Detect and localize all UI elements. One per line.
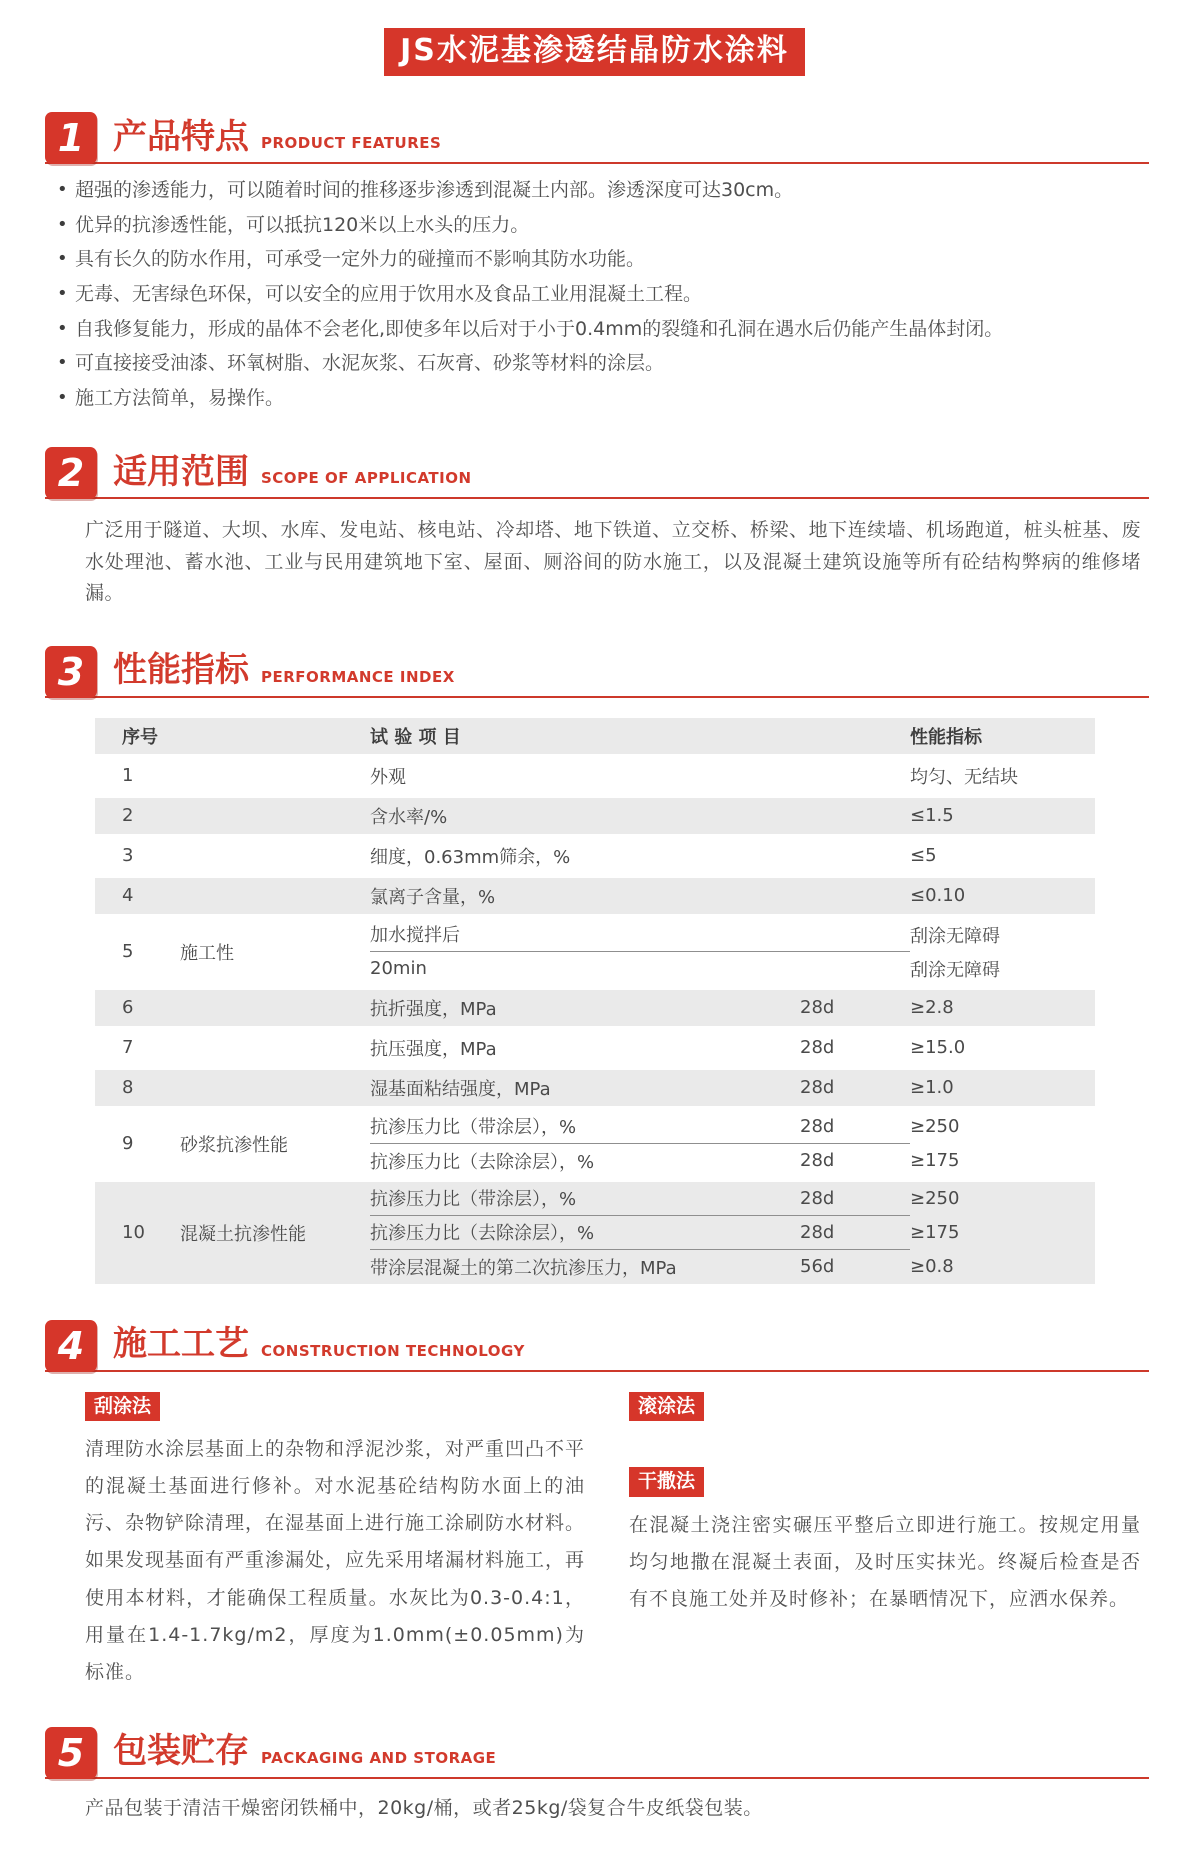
scope-paragraph: 广泛用于隧道、大坝、水库、发电站、核电站、冷却塔、地下铁道、立交桥、桥梁、地下连续墙、机场跑道，桩头桩基、废水处理池、蓄水池、工业与民用建筑地下室、屋面、厕浴间的防水施工，以及混凝土建筑设施等所有砼结构弊病的维修堵漏。 bbox=[85, 519, 1141, 605]
section-subtitle: PACKAGING AND STORAGE bbox=[261, 1748, 497, 1767]
scrape-method-badge: 刮涂法 bbox=[85, 1392, 160, 1422]
header-group-cell bbox=[180, 718, 370, 754]
row-subrows bbox=[370, 918, 1095, 986]
table-row bbox=[95, 1030, 1095, 1066]
age-cell: 28d bbox=[800, 1077, 835, 1099]
feature-item: • 施工方法简单，易操作。 bbox=[55, 386, 1149, 412]
row-group-cell bbox=[180, 758, 370, 794]
section-title: 产品特点 bbox=[113, 116, 249, 157]
table-subrow bbox=[370, 1216, 1095, 1250]
row-subrows bbox=[370, 758, 1095, 794]
table-subrow bbox=[370, 952, 1095, 986]
header-no-cell: 序号 bbox=[122, 726, 158, 748]
subrow-left bbox=[370, 1071, 910, 1105]
features-list bbox=[0, 178, 1189, 411]
age-cell: 28d bbox=[800, 997, 835, 1019]
index-value-cell: 刮涂无障碍 bbox=[910, 925, 1000, 947]
section-construction bbox=[45, 1318, 1149, 1372]
test-item-cell: 抗渗压力比（去除涂层），% bbox=[370, 1223, 595, 1245]
section-packaging bbox=[45, 1725, 1149, 1779]
index-value-cell: ≥0.8 bbox=[910, 1256, 954, 1278]
header-index-cell: 性能指标 bbox=[910, 726, 982, 748]
section-number-badge: 3 bbox=[45, 646, 97, 698]
table-row bbox=[95, 838, 1095, 874]
table-row bbox=[95, 1110, 1095, 1178]
section-construction-header bbox=[45, 1318, 1149, 1372]
feature-item: • 优异的抗渗透性能，可以抵抗120米以上水头的压力。 bbox=[55, 213, 1149, 239]
section-title: 性能指标 bbox=[113, 650, 249, 691]
index-value-cell: ≤5 bbox=[910, 845, 937, 867]
subrow-left bbox=[370, 1216, 910, 1250]
dry-method-paragraph: 在混凝土浇注密实碾压平整后立即进行施工。按规定用量均匀地撒在混凝土表面，及时压实抹光。终凝后检查是否有不良施工处并及时修补；在暴晒情况下，应洒水保养。 bbox=[629, 1514, 1141, 1611]
table-row bbox=[95, 758, 1095, 794]
row-group-cell: 混凝土抗渗性能 bbox=[180, 1223, 306, 1245]
row-number-cell: 3 bbox=[122, 845, 134, 867]
table-header-row bbox=[95, 718, 1095, 754]
test-item-cell: 湿基面粘结强度，MPa bbox=[370, 1078, 551, 1100]
index-value-cell: ≥250 bbox=[910, 1116, 960, 1138]
row-group-cell bbox=[180, 878, 370, 914]
test-item-cell: 抗渗压力比（带涂层），% bbox=[370, 1117, 577, 1139]
section-subtitle: CONSTRUCTION TECHNOLOGY bbox=[261, 1341, 525, 1360]
subrow-left bbox=[370, 952, 910, 986]
row-group-cell bbox=[180, 1070, 370, 1106]
section-performance-header bbox=[45, 644, 1149, 698]
subrow-left bbox=[370, 839, 910, 873]
subrow-left bbox=[370, 1250, 910, 1284]
index-value-cell: ≥2.8 bbox=[910, 997, 954, 1019]
performance-table-rows bbox=[95, 758, 1095, 1284]
feature-item: • 超强的渗透能力，可以随着时间的推移逐步渗透到混凝土内部。渗透深度可达30cm。 bbox=[55, 178, 1149, 204]
section-features-header bbox=[45, 110, 1149, 164]
section-number-badge: 1 bbox=[45, 112, 97, 164]
feature-item: • 可直接接受油漆、环氧树脂、水泥灰浆、石灰膏、砂浆等材料的涂层。 bbox=[55, 351, 1149, 377]
table-row bbox=[95, 1182, 1095, 1284]
row-subrows bbox=[370, 1182, 1095, 1284]
construction-columns bbox=[85, 1392, 1141, 1691]
section-title: 包装贮存 bbox=[113, 1731, 249, 1772]
subrow-left bbox=[370, 918, 910, 952]
row-number-cell: 10 bbox=[122, 1222, 145, 1244]
subrow-left bbox=[370, 991, 910, 1025]
row-number-cell: 8 bbox=[122, 1077, 134, 1099]
row-subrows bbox=[370, 1030, 1095, 1066]
row-group-cell: 施工性 bbox=[180, 942, 234, 964]
packaging-paragraph: 产品包装于清洁干燥密闭铁桶中，20kg/桶，或者25kg/袋复合牛皮纸袋包装。 bbox=[85, 1796, 763, 1819]
subrow-left bbox=[370, 1110, 910, 1144]
test-item-cell: 带涂层混凝土的第二次抗渗压力，MPa bbox=[370, 1257, 677, 1279]
age-cell: 28d bbox=[800, 1150, 835, 1172]
index-value-cell: ≤0.10 bbox=[910, 885, 966, 907]
scrape-method-column bbox=[85, 1392, 585, 1691]
section-subtitle: PRODUCT FEATURES bbox=[261, 134, 442, 152]
age-cell: 28d bbox=[800, 1187, 835, 1209]
table-row bbox=[95, 798, 1095, 834]
table-subrow bbox=[370, 1110, 1095, 1144]
table-subrow bbox=[370, 879, 1095, 913]
subrow-left bbox=[370, 759, 910, 793]
subrow-left bbox=[370, 1182, 910, 1216]
subrow-left bbox=[370, 1031, 910, 1065]
row-subrows bbox=[370, 798, 1095, 834]
table-row bbox=[95, 878, 1095, 914]
row-number-cell: 5 bbox=[122, 941, 134, 963]
section-title: 适用范围 bbox=[113, 452, 249, 493]
feature-item: • 自我修复能力，形成的晶体不会老化,即使多年以后对于小于0.4mm的裂缝和孔洞在遇水后仍能产生晶体封闭。 bbox=[55, 317, 1149, 343]
header-item-cell: 试 验 项 目 bbox=[370, 726, 461, 748]
row-number-cell: 6 bbox=[122, 997, 134, 1019]
row-group-cell bbox=[180, 1030, 370, 1066]
row-subrows bbox=[370, 1070, 1095, 1106]
test-item-cell: 含水率/% bbox=[370, 806, 448, 828]
section-performance bbox=[45, 644, 1149, 698]
table-subrow bbox=[370, 918, 1095, 952]
section-scope-header bbox=[45, 445, 1149, 499]
section-number-badge: 2 bbox=[45, 447, 97, 499]
test-item-cell: 加水搅拌后 bbox=[370, 925, 460, 947]
index-value-cell: ≥1.0 bbox=[910, 1077, 954, 1099]
performance-table bbox=[95, 718, 1095, 1284]
index-value-cell: 均匀、无结块 bbox=[910, 766, 1018, 788]
row-subrows bbox=[370, 878, 1095, 914]
table-subrow bbox=[370, 1144, 1095, 1178]
index-value-cell: ≥175 bbox=[910, 1150, 960, 1172]
row-subrows bbox=[370, 990, 1095, 1026]
table-subrow bbox=[370, 991, 1095, 1025]
age-cell: 28d bbox=[800, 1115, 835, 1137]
index-value-cell: ≤1.5 bbox=[910, 805, 954, 827]
index-value-cell: 刮涂无障碍 bbox=[910, 959, 1000, 981]
table-subrow bbox=[370, 1182, 1095, 1216]
test-item-cell: 抗折强度，MPa bbox=[370, 998, 497, 1020]
index-value-cell: ≥175 bbox=[910, 1222, 960, 1244]
section-number-badge: 4 bbox=[45, 1320, 97, 1372]
test-item-cell: 抗压强度，MPa bbox=[370, 1038, 497, 1060]
feature-item: • 无毒、无害绿色环保，可以安全的应用于饮用水及食品工业用混凝土工程。 bbox=[55, 282, 1149, 308]
table-row bbox=[95, 918, 1095, 986]
section-subtitle: PERFORMANCE INDEX bbox=[261, 667, 455, 686]
row-number-cell: 4 bbox=[122, 885, 134, 907]
table-row bbox=[95, 990, 1095, 1026]
test-item-cell: 抗渗压力比（去除涂层），% bbox=[370, 1151, 595, 1173]
section-packaging-header bbox=[45, 1725, 1149, 1779]
row-subrows bbox=[370, 1110, 1095, 1178]
roll-dry-method-column bbox=[629, 1392, 1141, 1691]
feature-item: • 具有长久的防水作用，可承受一定外力的碰撞而不影响其防水功能。 bbox=[55, 247, 1149, 273]
test-item-cell: 细度，0.63mm筛余，% bbox=[370, 846, 571, 868]
section-features bbox=[45, 110, 1149, 164]
table-subrow bbox=[370, 759, 1095, 793]
section-number-badge: 5 bbox=[45, 1727, 97, 1779]
scrape-method-paragraph: 清理防水涂层基面上的杂物和浮泥沙浆，对严重凹凸不平的混凝土基面进行修补。对水泥基砼结构防水面上的油污、杂物铲除清理，在湿基面上进行施工涂刷防水材料。如果发现基面有严重渗漏处，应先采用堵漏材料施工，再使用本材料，才能确保工程质量。水灰比为0.3-0.4:1，用量在1.4-1.7kg/m2，厚度为1.0mm(±0.05mm)为标准。 bbox=[85, 1438, 586, 1683]
test-item-cell: 抗渗压力比（带涂层），% bbox=[370, 1189, 577, 1211]
subrow-left bbox=[370, 1144, 910, 1178]
test-item-cell: 20min bbox=[370, 958, 427, 980]
row-number-cell: 9 bbox=[122, 1133, 134, 1155]
table-subrow bbox=[370, 839, 1095, 873]
section-scope bbox=[45, 445, 1149, 499]
section-subtitle: SCOPE OF APPLICATION bbox=[261, 469, 472, 488]
age-cell: 28d bbox=[800, 1037, 835, 1059]
subrow-left bbox=[370, 799, 910, 833]
row-group-cell bbox=[180, 838, 370, 874]
age-cell: 56d bbox=[800, 1256, 835, 1278]
table-subrow bbox=[370, 1031, 1095, 1065]
roll-method-badge: 滚涂法 bbox=[629, 1392, 704, 1422]
section-title: 施工工艺 bbox=[113, 1324, 249, 1365]
row-number-cell: 1 bbox=[122, 765, 134, 787]
index-value-cell: ≥250 bbox=[910, 1188, 960, 1210]
row-group-cell bbox=[180, 990, 370, 1026]
table-subrow bbox=[370, 1071, 1095, 1105]
table-subrow bbox=[370, 1250, 1095, 1284]
index-value-cell: ≥15.0 bbox=[910, 1037, 966, 1059]
test-item-cell: 外观 bbox=[370, 766, 406, 788]
page-title: JS水泥基渗透结晶防水涂料 bbox=[384, 28, 805, 76]
dry-method-badge: 干撒法 bbox=[629, 1467, 704, 1497]
row-subrows bbox=[370, 838, 1095, 874]
row-group-cell bbox=[180, 798, 370, 834]
row-number-cell: 2 bbox=[122, 805, 134, 827]
row-group-cell: 砂浆抗渗性能 bbox=[180, 1134, 288, 1156]
age-cell: 28d bbox=[800, 1221, 835, 1243]
subrow-left bbox=[370, 879, 910, 913]
table-subrow bbox=[370, 799, 1095, 833]
test-item-cell: 氯离子含量，% bbox=[370, 886, 496, 908]
table-row bbox=[95, 1070, 1095, 1106]
row-number-cell: 7 bbox=[122, 1037, 134, 1059]
